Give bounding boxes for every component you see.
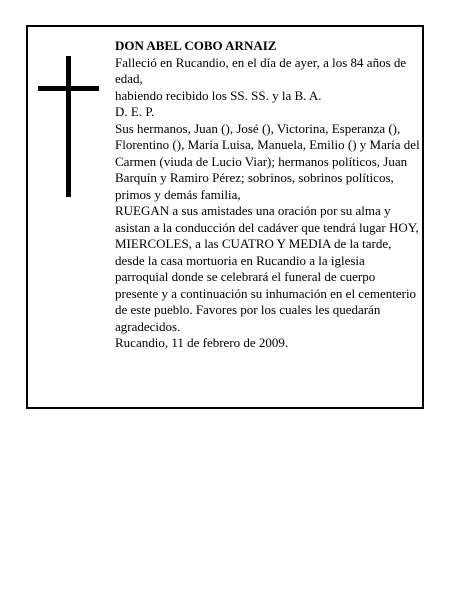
place-date-line: Rucandio, 11 de febrero de 2009. xyxy=(115,335,289,350)
cross-horizontal-bar xyxy=(38,86,99,91)
obituary-notice xyxy=(26,25,424,409)
family-list: Sus hermanos, Juan (), José (), Victorina, Esperanza (), Florentino (), María Luisa, Manuela, Emilio () y María del Carmen (viuda de Lucio Viar); hermanos políticos, Juan Barquín y Ramiro Pérez; sobrinos, sobrinos políticos, primos y demás familia, xyxy=(115,120,420,202)
rip-line: D. E. P. xyxy=(115,104,155,119)
funeral-request: RUEGAN a sus amistades una oración por su alma y asistan a la conducción del cadáver que tendrá lugar HOY, MIERCOLES, a las CUATRO Y MEDIA de la tarde, desde la casa mortuoria en Rucandio a la iglesia parroquial donde se celebrará el funeral de cuerpo presente y a continuación su inhumación en el cementerio de este pueblo. Favores por los cuales les quedarán agradecidos. xyxy=(115,203,419,334)
obituary-text xyxy=(115,38,421,352)
cross-vertical-bar xyxy=(66,56,71,197)
sacraments-line: habiendo recibido los SS. SS. y la B. A. xyxy=(115,87,322,103)
death-announcement: Falleció en Rucandio, en el día de ayer, a los 84 años de edad, xyxy=(115,54,407,86)
deceased-name: DON ABEL COBO ARNAIZ xyxy=(115,38,277,53)
